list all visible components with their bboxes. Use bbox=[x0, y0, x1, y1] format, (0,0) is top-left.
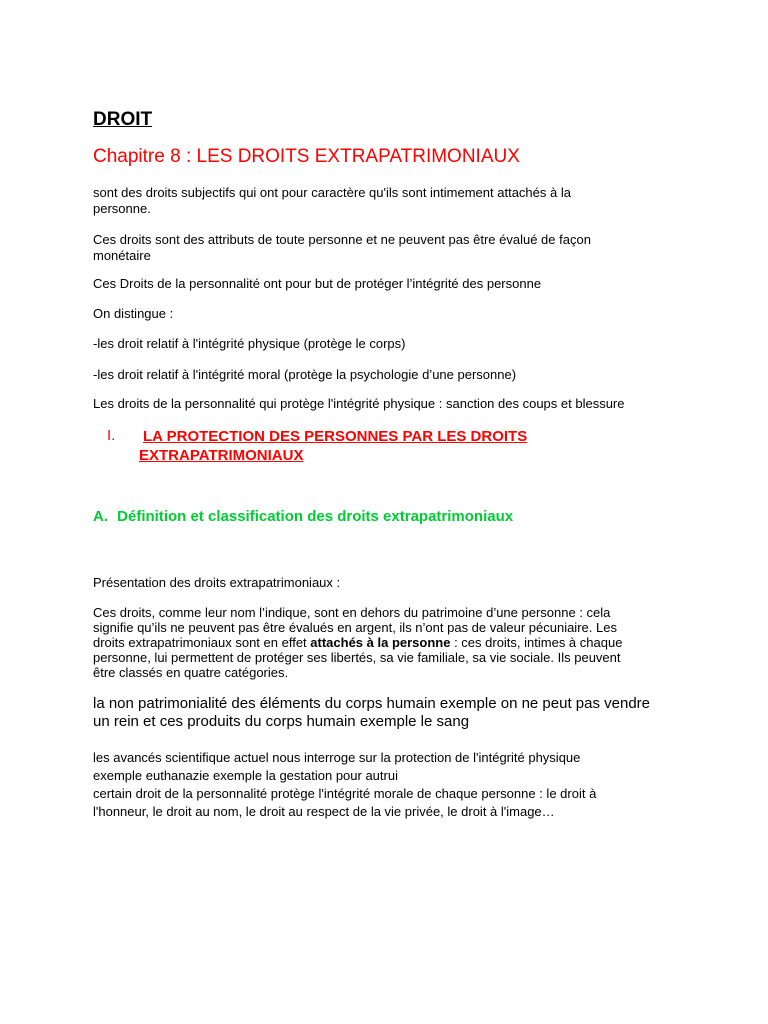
text-line: certain droit de la personnalité protège l'intégrité morale de chaque personne : le droit à bbox=[93, 786, 597, 801]
document-title: DROIT bbox=[93, 109, 153, 130]
text-line: un rein et ces produits du corps humain exemple le sang bbox=[93, 713, 470, 730]
text-line: les avancés scientifique actuel nous interroge sur la protection de l'intégrité physique bbox=[93, 750, 581, 765]
non-patrimonialite-paragraph bbox=[93, 695, 650, 731]
moral-paragraph: -les droit relatif à l'intégrité moral (protège la psychologie d’une personne) bbox=[93, 367, 517, 382]
text-line: signifie qu’ils ne peuvent pas être évalués en argent, ils n’ont pas de valeur pécuniaire. Les bbox=[93, 620, 617, 635]
text-line: personne. bbox=[93, 201, 151, 216]
section-heading-line: LA PROTECTION DES PERSONNES PAR LES DROITS bbox=[143, 428, 528, 445]
distingue-paragraph: On distingue : bbox=[93, 306, 174, 321]
text-line: exemple euthanazie exemple la gestation pour autrui bbox=[93, 768, 398, 783]
chapter-heading: Chapitre 8 : LES DROITS EXTRAPATRIMONIAUX bbox=[93, 146, 520, 167]
text-line: personne, lui permettent de protéger ses libertés, sa vie familiale, sa vie sociale. Ils peuvent bbox=[93, 650, 621, 665]
sanction-paragraph: Les droits de la personnalité qui protège l'intégrité physique : sanction des coups et blessure bbox=[93, 396, 625, 411]
section-heading-line: EXTRAPATRIMONIAUX bbox=[139, 447, 304, 464]
subsection-number: A. bbox=[93, 508, 108, 525]
text-line: être classés en quatre catégories. bbox=[93, 665, 289, 680]
section-heading bbox=[139, 427, 527, 465]
presentation-paragraph: Présentation des droits extrapatrimoniaux : bbox=[93, 575, 341, 590]
bold-text: attachés à la personne bbox=[310, 635, 451, 650]
but-paragraph: Ces Droits de la personnalité ont pour but de protéger l’intégrité des personne bbox=[93, 276, 542, 291]
text-line: monétaire bbox=[93, 248, 151, 263]
avances-paragraph bbox=[93, 749, 596, 821]
section-number: I. bbox=[107, 427, 116, 444]
text-line: la non patrimonialité des éléments du corps humain exemple on ne peut pas vendre bbox=[93, 695, 651, 712]
subsection-heading bbox=[93, 508, 513, 525]
text-line: l'honneur, le droit au nom, le droit au respect de la vie privée, le droit à l'image… bbox=[93, 804, 555, 819]
ces-droits-paragraph bbox=[93, 605, 622, 680]
text-span: : ces droits, intimes à chaque bbox=[450, 635, 623, 650]
text-line: sont des droits subjectifs qui ont pour caractère qu'ils sont intimement attachés à la bbox=[93, 185, 571, 200]
attributs-paragraph bbox=[93, 232, 591, 264]
text-line: Ces droits sont des attributs de toute personne et ne peuvent pas être évalué de façon bbox=[93, 232, 591, 247]
text-line: Ces droits, comme leur nom l’indique, sont en dehors du patrimoine d’une personne : cela bbox=[93, 605, 611, 620]
text-span: droits extrapatrimoniaux sont en effet bbox=[93, 635, 311, 650]
physique-paragraph: -les droit relatif à l'intégrité physique (protège le corps) bbox=[93, 336, 406, 351]
intro-paragraph bbox=[93, 185, 571, 217]
text-line bbox=[93, 635, 622, 650]
subsection-label: Définition et classification des droits extrapatrimoniaux bbox=[117, 508, 514, 525]
